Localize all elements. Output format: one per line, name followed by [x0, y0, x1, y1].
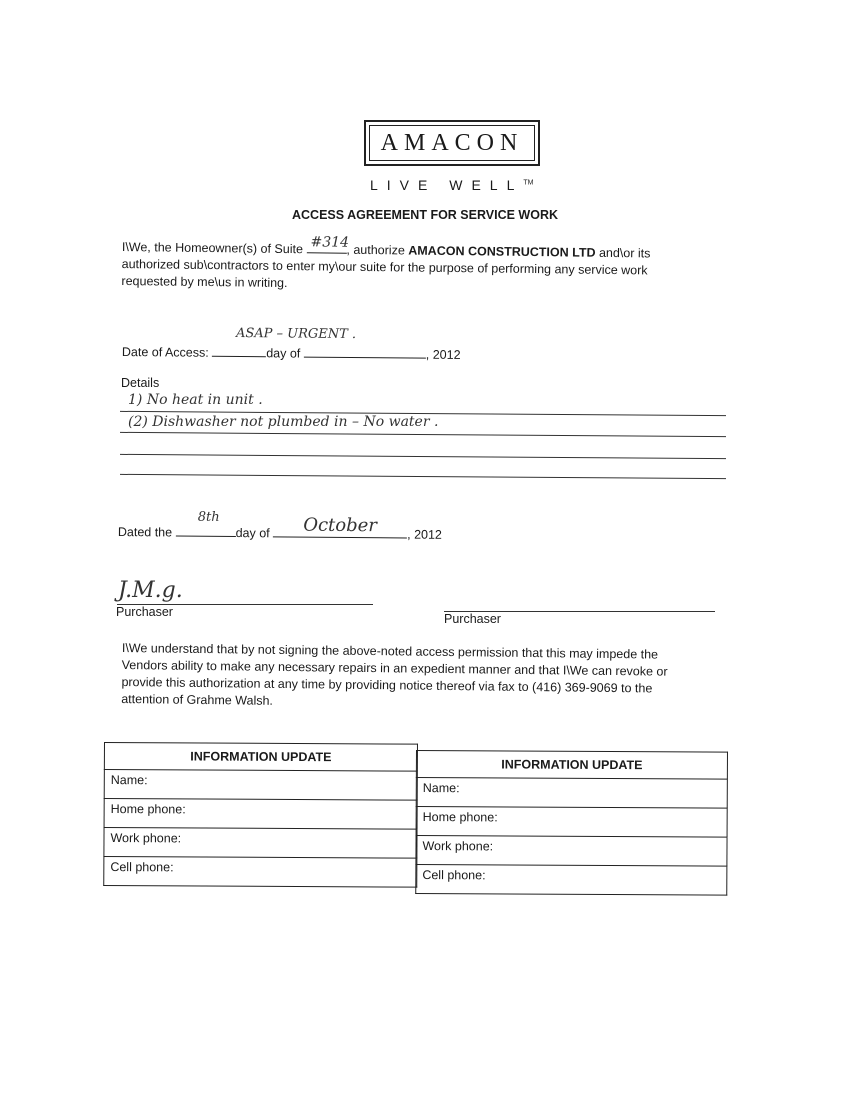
dated-month-field[interactable] [273, 514, 407, 538]
logo-tagline: LIVE WELL™ [370, 177, 534, 193]
dated-row: Dated the 8th day of October , 2012 [117, 509, 442, 542]
purchaser1-label: Purchaser [116, 605, 173, 619]
details-line-2 [120, 432, 726, 437]
details-label: Details [121, 376, 160, 390]
trademark-mark: TM [523, 179, 534, 187]
dated-day-value: 8th [197, 509, 220, 525]
suite-value: #314 [310, 234, 350, 251]
purchaser2-label: Purchaser [444, 612, 501, 626]
access-handwritten: ASAP – URGENT . [235, 325, 357, 343]
work-phone-field[interactable]: Work phone: [104, 828, 417, 859]
home-phone-field[interactable]: Home phone: [104, 799, 417, 830]
purchaser-signature: J.M.g. [118, 578, 183, 603]
company-name: AMACON CONSTRUCTION LTD [408, 243, 596, 260]
dated-month-value: October [303, 514, 378, 537]
info-update-header: INFORMATION UPDATE [104, 743, 417, 772]
cell-phone-field[interactable]: Cell phone: [104, 857, 417, 888]
intro-paragraph: I\We, the Homeowner(s) of Suite #314 , authorize AMACON CONSTRUCTION LTD and\or its authorized sub\contractors to enter my\our suite for the purpose of performing any service work requested by me\us in writing. [121, 234, 651, 291]
access-day-field[interactable] [212, 344, 266, 357]
suite-field[interactable] [306, 234, 350, 253]
details-line-4 [120, 474, 726, 479]
home-phone-field[interactable]: Home phone: [416, 807, 727, 838]
logo-wordmark: AMACON [369, 125, 535, 161]
info-update-table-right [415, 750, 728, 896]
dated-day-field[interactable] [176, 509, 236, 538]
page-title: ACCESS AGREEMENT FOR SERVICE WORK [292, 208, 558, 222]
work-phone-field[interactable]: Work phone: [416, 836, 727, 867]
cell-phone-field[interactable]: Cell phone: [416, 865, 727, 896]
access-date-row: Date of Access: day of ASAP – URGENT . , 2012 [121, 325, 461, 362]
amacon-logo [364, 120, 540, 166]
name-field[interactable]: Name: [104, 770, 417, 801]
info-update-header: INFORMATION UPDATE [416, 751, 727, 780]
details-line-3 [120, 454, 726, 459]
notice-paragraph: I\We understand that by not signing the above-noted access permission that this may impede the Vendors ability to make any necessary repairs in an expedient manner and that I\We can revoke or provide this authorization at any time by providing notice thereof via fax to (416) 369-9069 to the attention of Grahme Walsh. [121, 640, 668, 708]
info-update-table-left [103, 742, 418, 888]
name-field[interactable]: Name: [416, 778, 727, 809]
details-entry-1: 1) No heat in unit . [128, 392, 263, 408]
details-entry-2: (2) Dishwasher not plumbed in – No water . [128, 414, 439, 430]
